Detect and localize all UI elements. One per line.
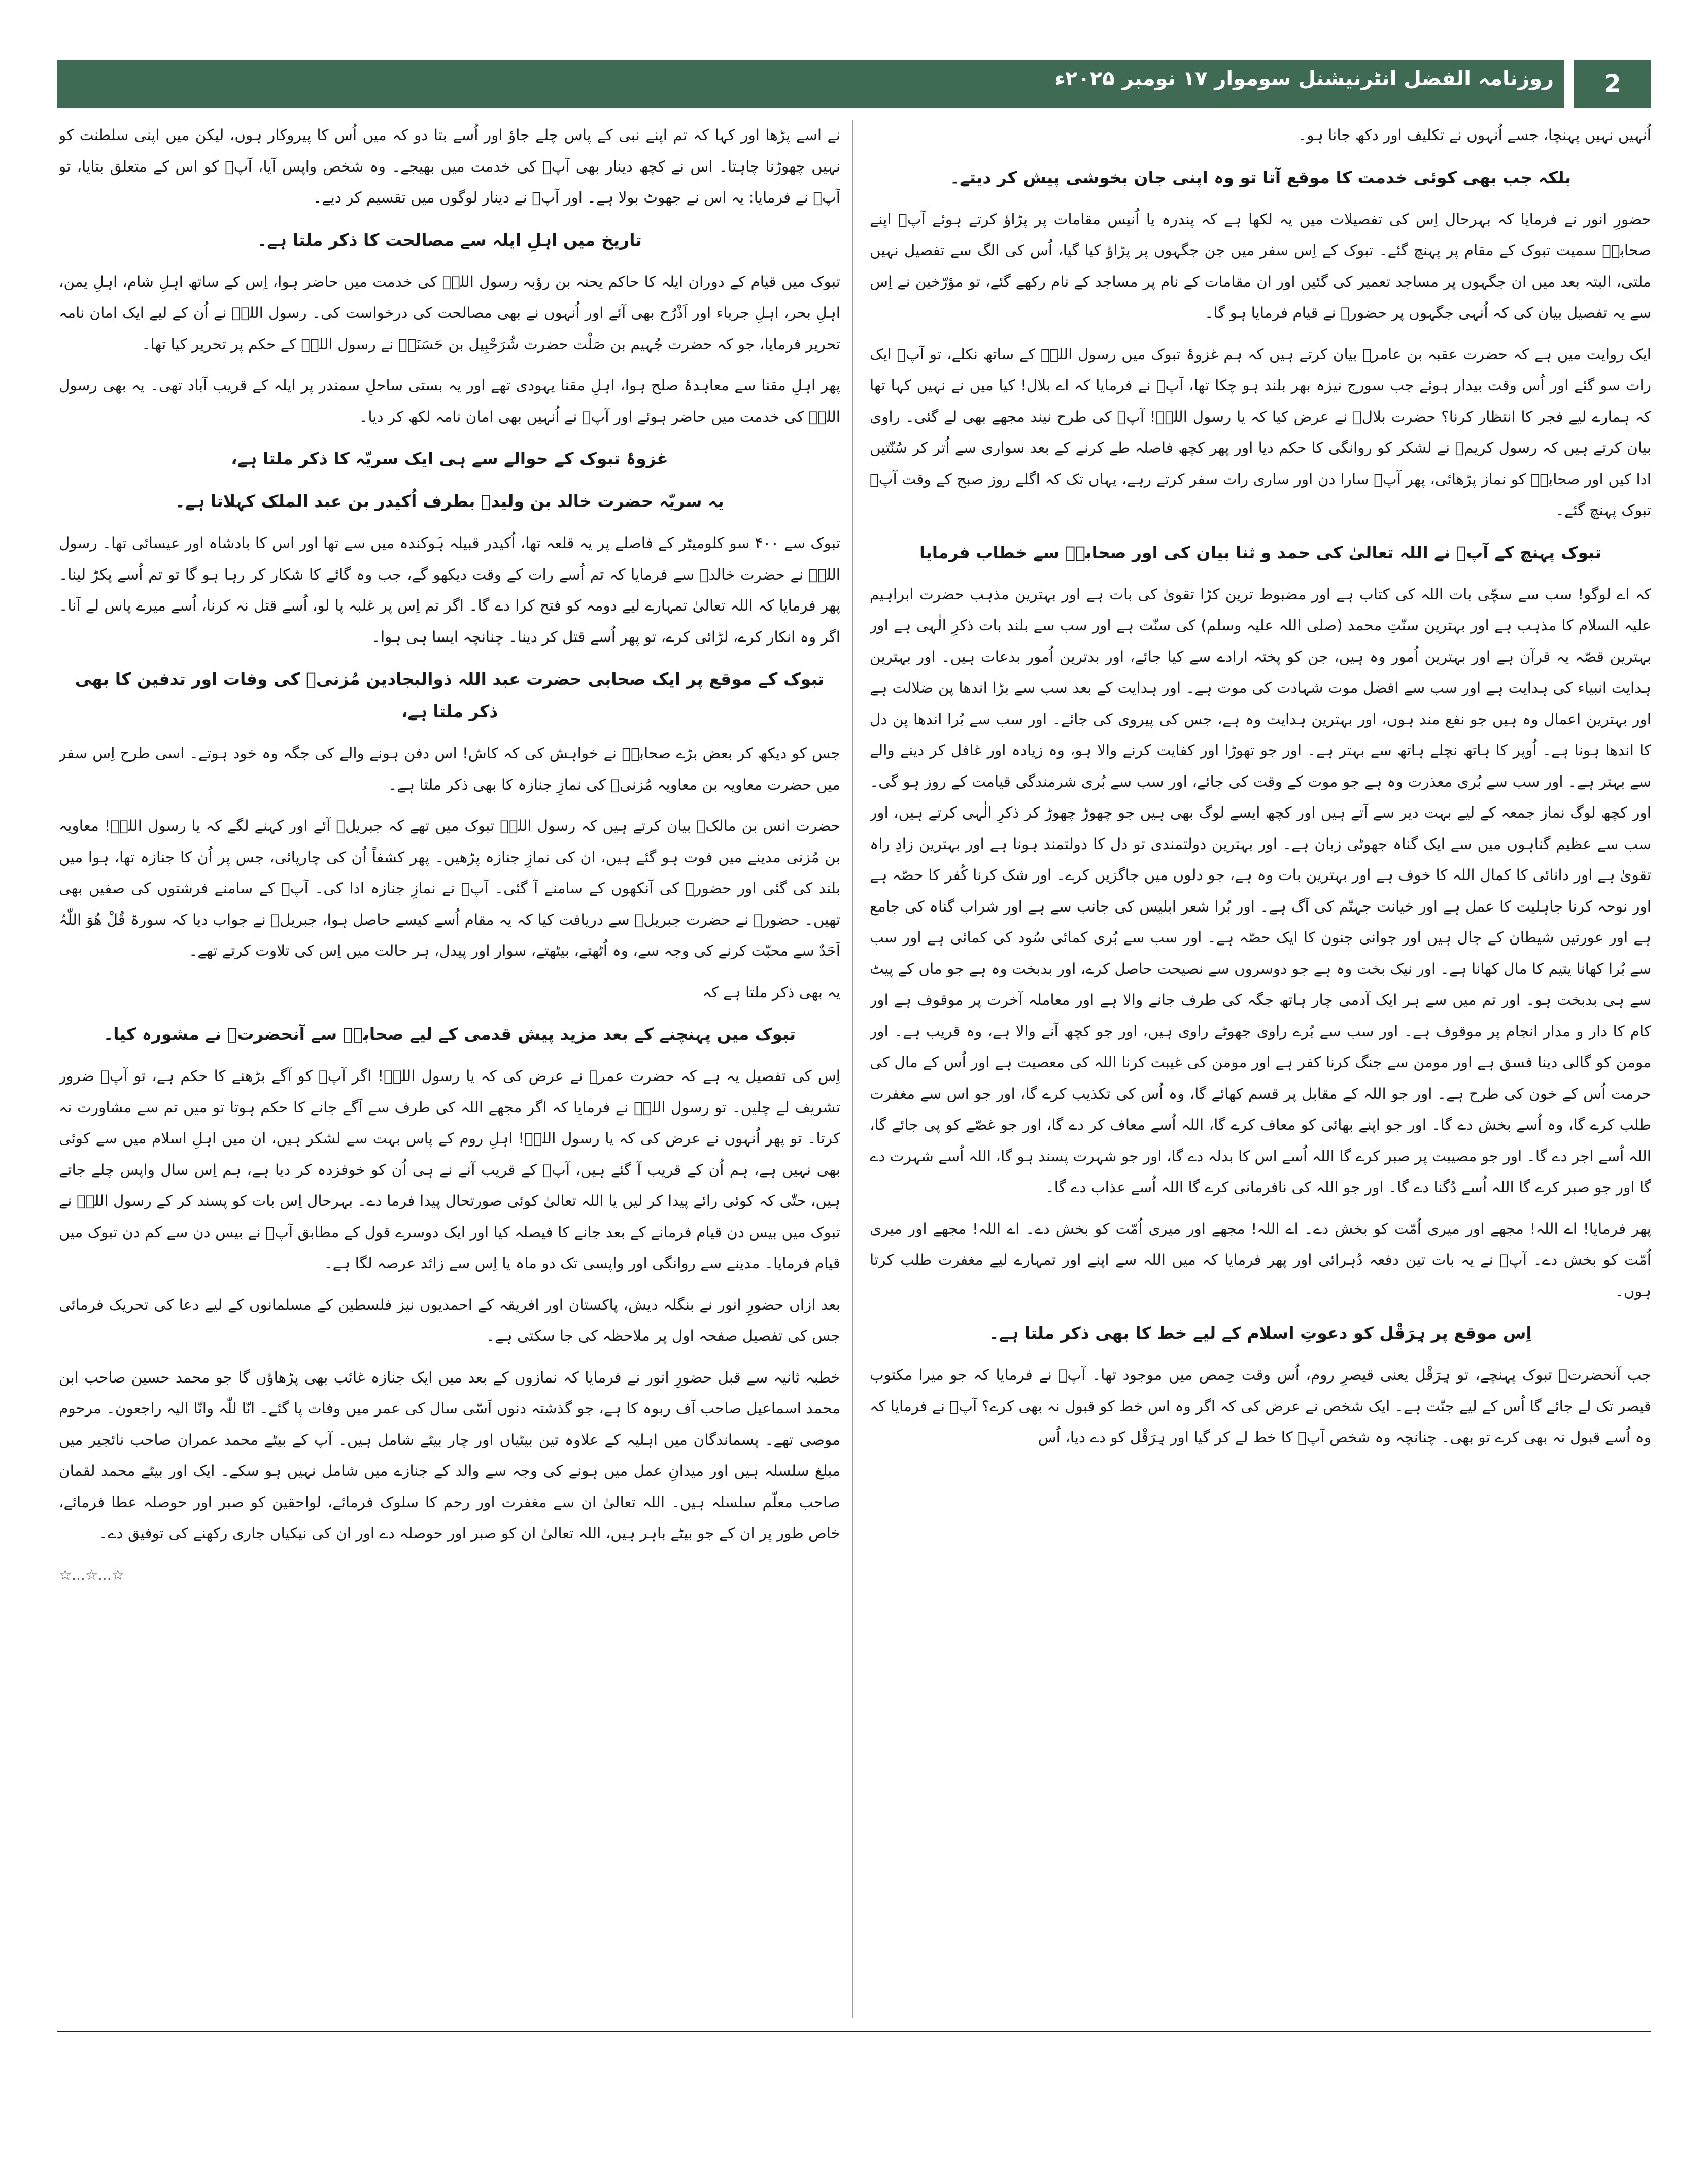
section-heading: تبوک کے موقع پر ایک صحابی حضرت عبد اللہ ذوالبجادین مُزنیؓ کی وفات اور تدفین کا بھی ذکر ملتا ہے،: [75, 669, 825, 721]
masthead-title: روزنامہ الفضل انٹرنیشنل سوموار ۱۷ نومبر ۲۰۲۵ء: [1054, 67, 1554, 90]
bottom-rule: [57, 2031, 1651, 2032]
end-stars: ☆...☆...☆: [59, 1566, 124, 1583]
section-heading: غزوۂ تبوک کے حوالے سے ہی ایک سریّہ کا ذکر ملتا ہے،: [231, 449, 668, 468]
page-header: [57, 60, 1651, 108]
paragraph: پھر فرمایا! اے اللہ! مجھے اور میری اُمّت کو بخش دے۔ اے اللہ! مجھے اور میری اُمّت کو بخش دے۔ اے اللہ! مجھے اور میری اُمّت کو بخش دے۔ آپؐ نے یہ بات تین دفعہ دُہرائی اور پھر فرمایا کہ میں اللہ سے اپنے اور تمہارے لیے مغفرت طلب کرتا ہوں۔: [870, 1220, 1651, 1300]
masthead-band: [57, 60, 1564, 108]
paragraph: پھر اہلِ مقنا سے معاہدۂ صلح ہوا، اہلِ مقنا یہودی تھے اور یہ بستی ساحلِ سمندر پر ایلہ کے قریب آباد تھی۔ یہ بھی رسول اللہؐ کی خدمت میں حاضر ہوئے اور آپؐ نے اُنہیں بھی امان نامہ لکھ کر دیا۔: [59, 377, 840, 425]
paragraph: جب آنحضرتؐ تبوک پہنچے، تو ہِرَقْل یعنی قیصرِ روم، اُس وقت حِمص میں موجود تھا۔ آپؐ نے فرمایا کہ جو میرا مکتوب قیصر تک لے جائے گا اُس کے لیے جنّت ہے۔ ایک شخص نے عرض کی کہ اگر وہ اس خط کو قبول نہ بھی کرے؟ آپؐ نے فرمایا کہ وہ اُسے قبول نہ بھی کرے تو بھی۔ چنانچہ وہ شخص آپؐ کا خط لے کر گیا اور ہِرَقْل کو دے دیا، اُس: [870, 1366, 1651, 1446]
paragraph: تبوک سے ۴۰۰ سو کلومیٹر کے فاصلے پر یہ قلعہ تھا، اُکیدر قبیلہ ہَوکندہ میں سے تھا اور اس کا بادشاہ اور عیسائی تھا۔ رسول اللہؐ نے حضرت خالدؓ سے فرمایا کہ تم اُسے رات کے وقت دیکھو گے، جب وہ گائے کا شکار کر رہا ہو گا تو تم اُسے پکڑ لینا۔ پھر فرمایا کہ اللہ تعالیٰ تمہارے لیے دومہ کو فتح کرا دے گا۔ اگر تم اِس پر غلبہ پا لو، اُسے قتل نہ کرنا، اُسے میرے پاس لے آنا۔ اگر وہ انکار کرے، لڑائی کرے، تو پھر اُسے قتل کر دینا۔ چنانچہ ایسا ہی ہوا۔: [59, 534, 840, 646]
section-heading: تبوک پہنچ کے آپؐ نے اللہ تعالیٰ کی حمد و ثنا بیان کی اور صحابہؓ سے خطاب فرمایا: [919, 542, 1602, 562]
section-heading: تبوک میں پہنچنے کے بعد مزید پیش قدمی کے لیے صحابہؓ سے آنحضرتؐ نے مشورہ کیا۔: [103, 1024, 796, 1044]
section-heading: تاریخ میں اہلِ ایلہ سے مصالحت کا ذکر ملتا ہے۔: [257, 229, 642, 250]
paragraph: کہ اے لوگو! سب سے سچّی بات اللہ کی کتاب ہے اور مضبوط ترین کڑا تقویٰ کی بات ہے اور بہترین مذہب حضرت ابراہیم علیہ السلام کا مذہب ہے اور بہترین سنّتِ محمد (صلی اللہ علیہ وسلم) کی سنّت ہے اور سب سے بلند بات ذکرِ الٰہی ہے اور بہترین قصّہ یہ قرآن ہے اور بہترین اُمور وہ ہیں، جن کو پختہ ارادے سے کیا جائے، اور بدترین اُمور بدعات ہیں۔ اور بہترین ہدایت انبیاء کی ہدایت ہے اور سب سے افضل موت شہادت کی موت ہے۔ اور ہدایت کے بعد سب سے بڑا اندھا پن ضلالت ہے اور بہترین اعمال وہ ہیں جو نفع مند ہوں، اور بہترین ہدایت وہ ہے، جس کی پیروی کی جائے۔ اور سب سے بُرا اندھا پن دل کا اندھا ہونا ہے۔ اُوپر کا ہاتھ نچلے ہاتھ سے بہتر ہے۔ اور جو تھوڑا اور کفایت کرنے والا ہو، وہ زیادہ اور غافل کر دینے والے سے بہتر ہے۔ اور سب سے بُری معذرت وہ ہے جو موت کے وقت کی جائے، اور سب سے بُری شرمندگی قیامت کے روز ہو گی۔ اور کچھ لوگ نماز جمعہ کے لیے بہت دیر سے آتے ہیں اور کچھ ایسے لوگ بھی ہیں جو چھوڑ چھوڑ کر ذکرِ الٰہی کرتے ہیں، اور سب سے عظیم گناہوں میں سے ایک گناہ جھوٹی زبان ہے۔ اور بہترین دولتمندی تو دل کا دولتمند ہونا ہے اور بہترین زادِ راہ تقویٰ ہے اور دانائی کا کمال اللہ کا خوف ہے اور بہترین بات وہ ہے، جو دلوں میں جاگزیں کرے۔ اور شک کرنا کُفر کا حصّہ ہے اور نوحہ کرنا جاہلیت کا عمل ہے اور خیانت جہنّم کی آگ ہے۔ اور بُرا شعر ابلیس کی جانب سے ہے اور شراب گناہ کی جامع ہے اور عورتیں شیطان کے جال ہیں اور جوانی جنون کا ایک حصّہ ہے۔ اور سب سے بُری کمائی سُود کی کمائی ہے اور سب سے بُرا کھانا یتیم کا مال کھانا ہے۔ اور نیک بخت وہ ہے جو دوسروں سے نصیحت حاصل کرے، اور بدبخت وہ ہے جو ماں کے پیٹ سے ہی بدبخت ہو۔ اور تم میں سے ہر ایک آدمی چار ہاتھ جگہ کی طرف جانے والا ہے اور معاملہ آخرت پر موقوف ہے اور کام کا دار و مدار انجام پر موقوف ہے۔ اور سب سے بُرے راوی جھوٹے راوی ہیں، اور جو کچھ آنے والا ہے، وہ قریب ہے۔ اور مومن کو گالی دینا فسق ہے اور مومن سے جنگ کرنا کفر ہے اور مومن کی غیبت کرنا اللہ کی معصیت ہے اور اُس کے مال کی حرمت اُس کے خون کی طرح ہے۔ اور جو اللہ کے مقابل پر قسم کھائے گا، وہ اُس کی تکذیب کرے گا، اور جو اس سے مغفرت طلب کرے گا، وہ اُسے بخش دے گا۔ اور جو اپنے بھائی کو معاف کرے گا، اللہ اُسے معاف کر دے گا، اور جو غصّے کو پی جائے گا، اللہ اُسے اجر دے گا۔ اور جو مصیبت پر صبر کرے گا اللہ اُسے اس کا بدلہ دے گا، اور جو شہرت پسند ہو گا، اللہ اُسے شہرت دے گا اور جو صبر کرے گا اللہ اُسے دُگنا دے گا۔ اور جو اللہ کی نافرمانی کرے گا اللہ اُسے عذاب دے گا۔: [870, 585, 1651, 1196]
left-column: [59, 120, 840, 2008]
paragraph: یہ بھی ذکر ملتا ہے کہ: [702, 983, 840, 1001]
page-number: 2: [1574, 60, 1651, 108]
section-heading: یہ سریّہ حضرت خالد بن ولیدؓ بطرف اُکیدر بن عبد الملک کہلاتا ہے۔: [175, 491, 724, 511]
section-heading: بلکہ جب بھی کوئی خدمت کا موقع آتا تو وہ اپنی جان بخوشی پیش کر دیتے۔: [949, 167, 1572, 187]
paragraph: حضورِ انور نے فرمایا کہ بہرحال اِس کی تفصیلات میں یہ لکھا ہے کہ پندرہ یا اُنیس مقامات پر پڑاؤ کرتے ہوئے آپؐ اپنے صحابہؓ سمیت تبوک کے مقام پر پہنچ گئے۔ تبوک کے اِس سفر میں جن جگہوں پر پڑاؤ کیا گیا، اُس کی الگ سے تفصیل نہیں ملتی، البتہ بعد میں ان جگہوں پر مساجد تعمیر کی گئیں اور ان مقامات کے نام پر مساجد کے نام رکھے گئے، تو مؤرّخین نے اِس سے یہ تفصیل بیان کی کہ اُنہی جگہوں پر حضورؐ نے قیام فرمایا ہو گا۔: [870, 210, 1651, 321]
paragraph: ایک روایت میں ہے کہ حضرت عقبہ بن عامرؓ بیان کرتے ہیں کہ ہم غزوۂ تبوک میں رسول اللہؐ کے ساتھ نکلے، تو آپؐ ایک رات سو گئے اور اُس وقت بیدار ہوئے جب سورج نیزہ بھر بلند ہو چکا تھا، آپؐ نے فرمایا کہ اے بلال! کیا میں نے نہیں کہا تھا کہ ہمارے لیے فجر کا انتظار کرنا؟ حضرت بلالؓ نے عرض کیا کہ یا رسول اللہؐ! آپؐ کی طرح نیند مجھے بھی لے گئی۔ راوی بیان کرتے ہیں کہ رسول کریمؐ نے لشکر کو روانگی کا حکم دیا اور پھر کچھ فاصلہ طے کرنے کے بعد سواری سے اُتر کر سُنّتیں ادا کیں اور صحابہؓ کو نماز پڑھائی، پھر آپؐ سارا دن اور ساری رات سفر کرتے رہے، یہاں تک کہ اگلے روز صبح کے وقت آپؐ تبوک پہنچ گئے۔: [870, 345, 1651, 519]
section-heading: اِس موقع پر ہِرَقْل کو دعوتِ اسلام کے لیے خط کا بھی ذکر ملتا ہے۔: [989, 1323, 1532, 1343]
paragraph: اِس کی تفصیل یہ ہے کہ حضرت عمرؓ نے عرض کی کہ یا رسول اللہؐ! اگر آپؐ کو آگے بڑھنے کا حکم ہے، تو آپؐ ضرور تشریف لے چلیں۔ تو رسول اللہؐ نے فرمایا کہ اگر مجھے اللہ کی طرف سے آگے جانے کا حکم ہوتا تو میں تم سے مشاورت نہ کرتا۔ تو پھر اُنہوں نے عرض کی کہ یا رسول اللہؐ! اہلِ روم کے پاس بہت سے لشکر ہیں، ان میں اہلِ اسلام میں سے کوئی بھی نہیں ہے، ہم اُن کے قریب آ گئے ہیں، آپؐ کے قریب آنے نے ہی اُن کو خوفزدہ کر دیا ہے، ہم اِس سال واپس چلے جاتے ہیں، حتّٰی کہ کوئی رائے پیدا کر لیں یا اللہ تعالیٰ کوئی صورتحال پیدا فرما دے۔ بہرحال اِس بات کو پسند کر کے رسول اللہؐ نے تبوک میں بیس دن قیام فرمانے کے بعد جانے کا فیصلہ کیا اور ایک دوسرے قول کے مطابق آپؐ نے بیس دن سے کم دن تبوک میں قیام فرمایا۔ مدینے سے روانگی اور واپسی تک دو ماہ یا اِس سے زائد عرصہ لگا ہے۔: [59, 1067, 840, 1272]
paragraph: بعد ازاں حضورِ انور نے بنگلہ دیش، پاکستان اور افریقہ کے احمدیوں نیز فلسطین کے مسلمانوں کے لیے دعا کی تحریک فرمائی جس کی تفصیل صفحہ اول پر ملاحظہ کی جا سکتی ہے۔: [59, 1296, 840, 1344]
paragraph: تبوک میں قیام کے دوران ایلہ کا حاکم یحنہ بن رؤبہ رسول اللہؐ کی خدمت میں حاضر ہوا، اِس کے ساتھ اہلِ شام، اہلِ یمن، اہلِ بحر، اہلِ جرباء اور اَذْرُح بھی آئے اور اُنہوں نے بھی مصالحت کی درخواست کی۔ رسول اللہؐ نے اُن کے لیے ایک امان نامہ تحریر فرمایا، جو کہ حضرت جُہیم بن صَلْت حضرت شُرَحْبِیل بن حَسَنَہؓ نے رسول اللہؐ کے حکم پر تحریر کیا تھا۔: [59, 273, 840, 353]
right-column: [870, 120, 1651, 2008]
paragraph: حضرت انس بن مالکؓ بیان کرتے ہیں کہ رسول اللہؐ تبوک میں تھے کہ جبریلؑ آئے اور کہنے لگے کہ یا رسول اللہؐ! معاویہ بن مُزنی مدینے میں فوت ہو گئے ہیں، ان کی نمازِ جنازہ پڑھیں۔ پھر کشفاً اُن کی چارپائی، جس پر اُن کا جنازہ تھا، ہوا میں بلند کی گئی اور حضورؐ کی آنکھوں کے سامنے آ گئی۔ آپؐ نے نمازِ جنازہ ادا کی۔ آپؐ کے سامنے فرشتوں کی صفیں بھی تھیں۔ حضورؐ نے حضرت جبریلؑ سے دریافت کیا کہ یہ مقام اُسے کیسے حاصل ہوا، جبریلؑ نے جواب دیا کہ سورۃ قُلْ ھُوَ اللّٰہُ اَحَدٌ سے محبّت کرنے کی وجہ سے، وہ اُٹھتے، بیٹھتے، سوار اور پیدل، ہر حالت میں اِس کی تلاوت کرتے تھے۔: [59, 817, 840, 959]
paragraph: نے اسے پڑھا اور کہا کہ تم اپنے نبی کے پاس چلے جاؤ اور اُسے بتا دو کہ میں اُس کا پیروکار ہوں، لیکن میں اپنی سلطنت کو نہیں چھوڑنا چاہتا۔ اس نے کچھ دینار بھی آپؐ کی خدمت میں بھیجے۔ وہ شخص واپس آیا، آپؐ کو اس کے متعلق بتایا، تو آپؐ نے فرمایا: یہ اس نے جھوٹ بولا ہے۔ اور آپؐ نے دینار لوگوں میں تقسیم کر دیے۔: [59, 126, 840, 206]
paragraph: جس کو دیکھ کر بعض بڑے صحابہؓ نے خواہش کی کہ کاش! اس دفن ہونے والے کی جگہ وہ خود ہوتے۔ اسی طرح اِس سفر میں حضرت معاویہ بن معاویہ مُزنیؓ کی نمازِ جنازہ کا بھی ذکر ملتا ہے۔: [59, 745, 840, 793]
paragraph: خطبہ ثانیہ سے قبل حضورِ انور نے فرمایا کہ نمازوں کے بعد میں ایک جنازہ غائب بھی پڑھاؤں گا جو محمد حسین صاحب ابن محمد اسماعیل صاحب آف ربوہ کا ہے، جو گذشتہ دنوں اَسّی سال کی عمر میں وفات پا گئے۔ انّا للّٰہ وانّا الیہ راجعون۔ مرحوم موصی تھے۔ پسماندگان میں اہلیہ کے علاوہ تین بیٹیاں اور چار بیٹے شامل ہیں۔ آپ کے بیٹے محمد عمران صاحب نائجیر میں مبلغ سلسلہ ہیں اور میدانِ عمل میں ہونے کی وجہ سے والد کے جنازے میں شامل نہیں ہو سکے۔ ایک اور بیٹے محمد لقمان صاحب معلّم سلسلہ ہیں۔ اللہ تعالیٰ ان سے مغفرت اور رحم کا سلوک فرمائے، لواحقین کو صبر اور حوصلہ عطا فرمائے، خاص طور پر ان کے جو بیٹے باہر ہیں، اللہ تعالیٰ ان کو صبر اور حوصلہ دے اور ان کی نیکیاں جاری رکھنے کی توفیق دے۔: [59, 1368, 840, 1542]
paragraph: اُنہیں نہیں پہنچا، جسے اُنہوں نے تکلیف اور دکھ جانا ہو۔: [1297, 126, 1651, 144]
column-divider: [852, 120, 853, 2018]
